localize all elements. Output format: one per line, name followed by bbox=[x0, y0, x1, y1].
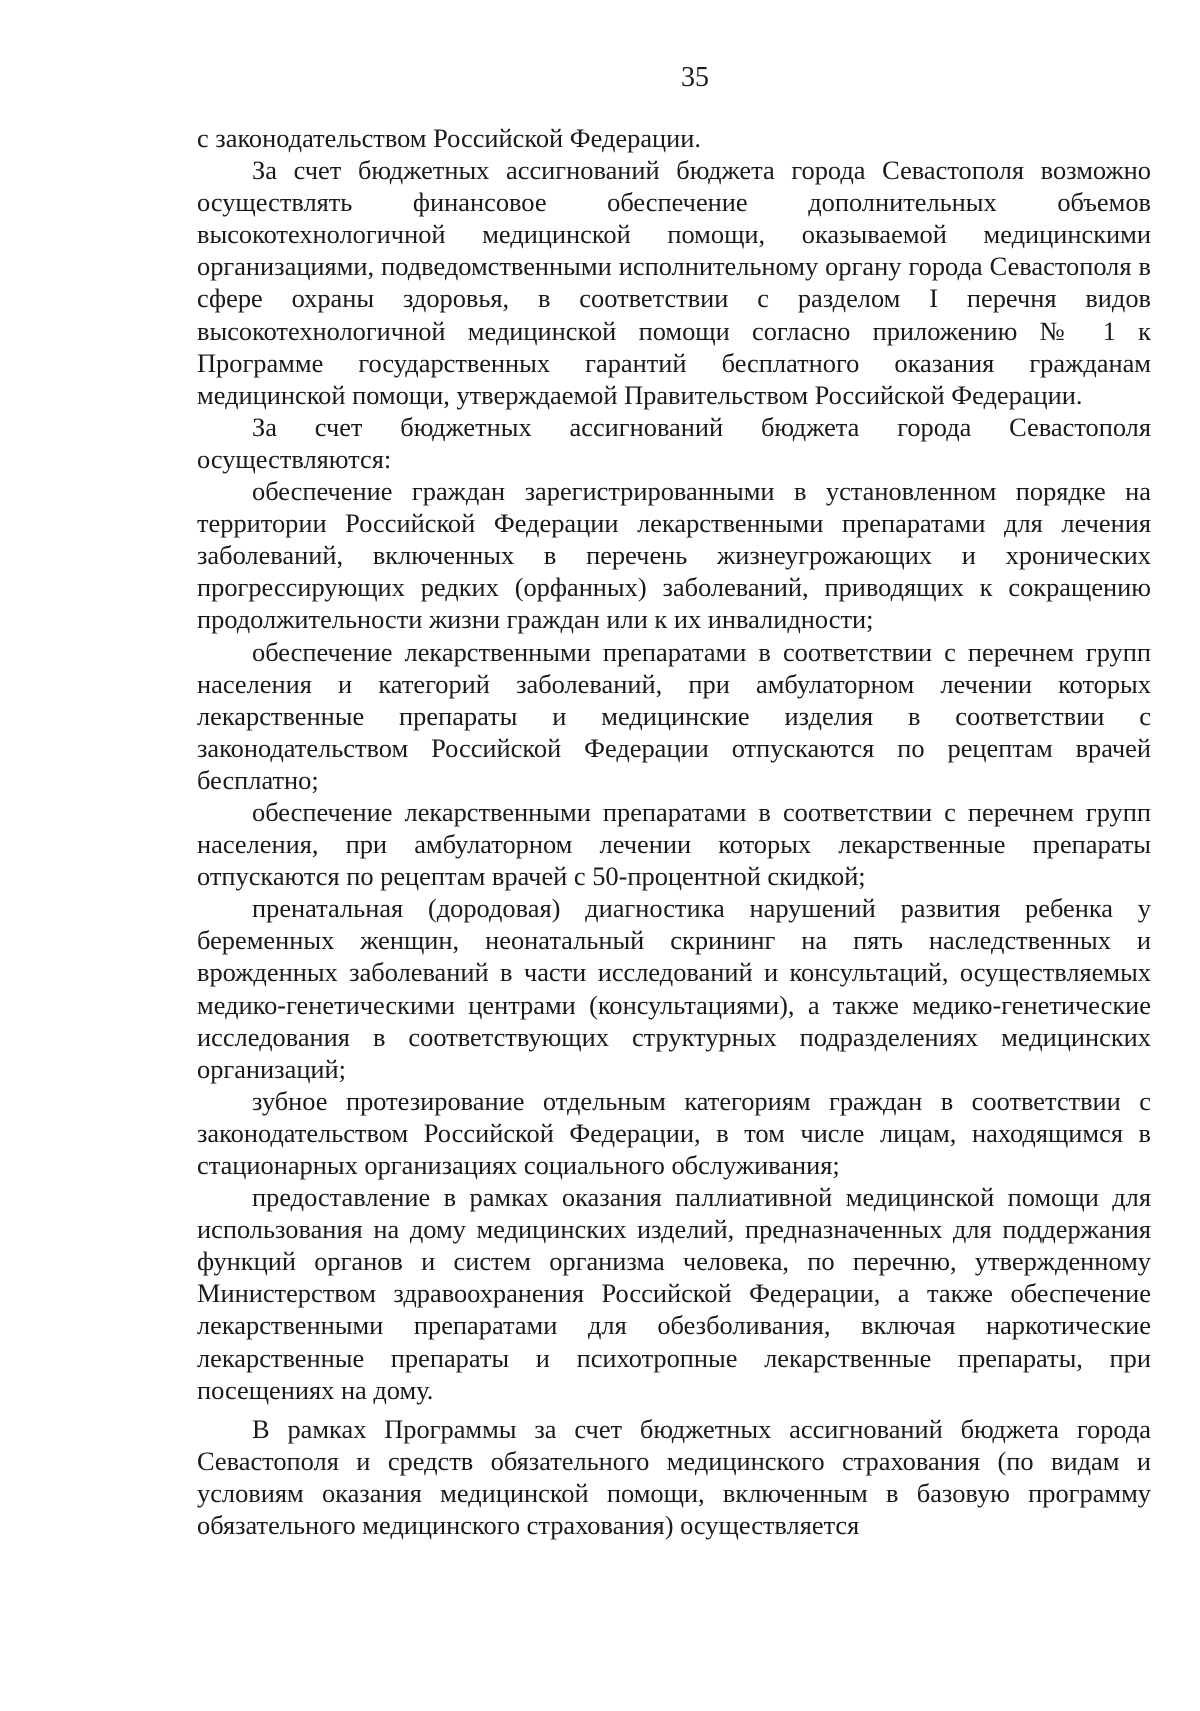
list-item-dental-prosthetics: зубное протезирование отдельным категориям граждан в соответствии с законодательством Российской Федерации, в том числе лицам, находящимся в стационарных организациях социального обслуживания; bbox=[197, 1085, 1151, 1180]
paragraph-high-tech-funding: За счет бюджетных ассигнований бюджета города Севастополя возможно осуществлять финансовое обеспечение дополнительных объемов высокотехнологичной медицинской помощи, оказываемой медицинскими организациями, подведомственными исполнительному органу города Севастополя в сфере охраны здоровья, в соответствии с разделом I перечня видов высокотехнологичной медицинской помощи согласно приложению № 1 к Программе государственных гарантий бесплатного оказания гражданам медицинской помощи, утверждаемой Правительством Российской Федерации. bbox=[197, 155, 1151, 410]
list-item-prenatal-diagnostics: пренатальная (дородовая) диагностика нарушений развития ребенка у беременных женщин, неонатальный скрининг на пять наследственных и врожденных заболеваний в части исследований и консультаций, осуществляемых медико-генетическими центрами (консультациями), а также медико-генетические исследования в соответствующих структурных подразделениях медицинских организаций; bbox=[197, 893, 1151, 1084]
page-number: 35 bbox=[681, 62, 709, 93]
list-item-free-prescriptions: обеспечение лекарственными препаратами в соответствии с перечнем групп населения и категорий заболеваний, при амбулаторном лечении которых лекарственные препараты и медицинские изделия в соответствии с законодательством Российской Федерации отпускаются по рецептам врачей бесплатно; bbox=[197, 636, 1151, 795]
paragraph-budget-intro: За счет бюджетных ассигнований бюджета города Севастополя осуществляются: bbox=[197, 411, 1151, 474]
list-item-palliative-care: предоставление в рамках оказания паллиативной медицинской помощи для использования на дому медицинских изделий, предназначенных для поддержания функций органов и систем организма человека, по перечню, утвержденному Министерством здравоохранения Российской Федерации, а также обеспечение лекарственными препаратами для обезболивания, включая наркотические лекарственные препараты и психотропные лекарственные препараты, при посещениях на дому. bbox=[197, 1182, 1151, 1405]
paragraph-continuation: с законодательством Российской Федерации. bbox=[197, 123, 701, 153]
list-item-orphan-drugs: обеспечение граждан зарегистрированными в установленном порядке на территории Российской Федерации лекарственными препаратами для лечения заболеваний, включенных в перечень жизнеугрожающих и хронических прогрессирующих редких (орфанных) заболеваний, приводящих к сокращению продолжительности жизни граждан или к их инвалидности; bbox=[197, 476, 1151, 635]
list-item-discount-prescriptions: обеспечение лекарственными препаратами в соответствии с перечнем групп населения, при амбулаторном лечении которых лекарственные препараты отпускаются по рецептам врачей с 50-процентной скидкой; bbox=[197, 796, 1151, 892]
document-body bbox=[197, 122, 1151, 1541]
paragraph-program-funding: В рамках Программы за счет бюджетных ассигнований бюджета города Севастополя и средств обязательного медицинского страхования (по видам и условиям оказания медицинской помощи, включенным в базовую программу обязательного медицинского страхования) осуществляется bbox=[197, 1413, 1151, 1541]
